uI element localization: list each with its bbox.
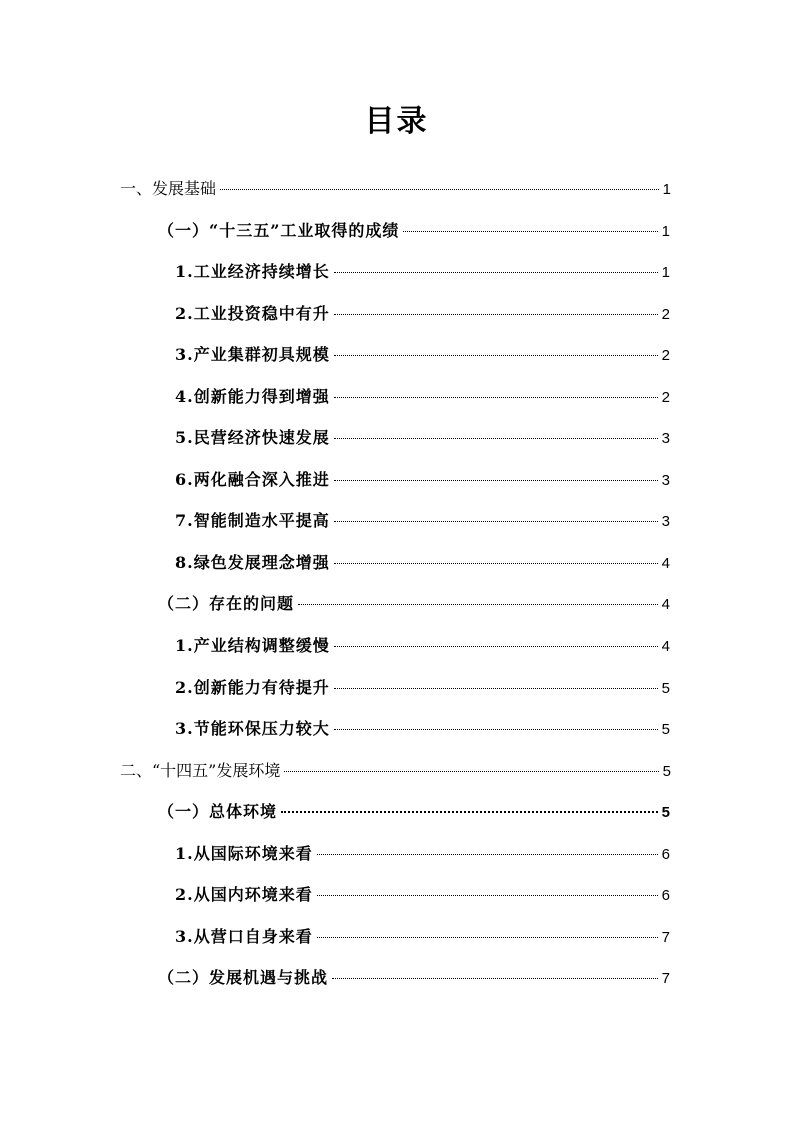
toc-entry[interactable]	[175, 882, 671, 908]
toc-page-number: 1	[661, 223, 671, 240]
toc-entry-label: 2.从国内环境来看	[175, 885, 313, 904]
toc-entry-label: （一）总体环境	[158, 802, 278, 821]
toc-entry-label: 1.产业结构调整缓慢	[175, 636, 330, 655]
toc-dot-leader	[334, 480, 658, 481]
toc-entry-label: 3.产业集群初具规模	[175, 345, 330, 364]
toc-entry-label: （二）发展机遇与挑战	[158, 968, 329, 987]
toc-entry-label: 二、“十四五”发展环境	[120, 761, 281, 780]
toc-dot-leader	[334, 397, 658, 398]
toc-page-number: 4	[661, 638, 671, 655]
toc-page-number: 6	[661, 846, 671, 863]
toc-dot-leader	[403, 231, 657, 232]
toc-entry-label: 一、发展基础	[120, 179, 217, 198]
toc-entry[interactable]	[120, 758, 671, 784]
toc-entry[interactable]	[158, 591, 671, 617]
toc-entry[interactable]	[120, 176, 671, 202]
toc-dot-leader	[332, 978, 658, 979]
toc-page-number: 3	[661, 513, 671, 530]
toc-dot-leader	[220, 189, 659, 190]
toc-entry[interactable]	[175, 508, 671, 534]
toc-page-number: 7	[661, 970, 671, 987]
toc-entry[interactable]	[175, 675, 671, 701]
toc-dot-leader	[334, 646, 658, 647]
toc-page-number: 1	[661, 264, 671, 281]
toc-dot-leader	[334, 272, 658, 273]
toc-page-number: 6	[661, 887, 671, 904]
toc-dot-leader	[281, 811, 658, 813]
toc-entry-label: （二）存在的问题	[158, 594, 295, 613]
toc-entry-label: 5.民营经济快速发展	[175, 428, 330, 447]
page-title: 目录	[364, 104, 429, 139]
toc-entry[interactable]	[158, 799, 671, 825]
toc-dot-leader	[317, 854, 658, 855]
toc-page-number: 3	[661, 430, 671, 447]
toc-dot-leader	[334, 521, 658, 522]
toc-entry[interactable]	[175, 550, 671, 576]
toc-dot-leader	[298, 604, 658, 605]
toc-dot-leader	[334, 355, 658, 356]
toc-page-number: 5	[661, 804, 671, 821]
toc-entry-label: 6.两化融合深入推进	[175, 470, 330, 489]
toc-entry-label: 2.工业投资稳中有升	[175, 304, 330, 323]
toc-entry[interactable]	[158, 965, 671, 991]
toc-dot-leader	[334, 314, 658, 315]
toc-entry[interactable]	[175, 301, 671, 327]
toc-page-number: 5	[661, 721, 671, 738]
toc-page-number: 2	[661, 389, 671, 406]
toc-page-number: 4	[661, 555, 671, 572]
toc-entry[interactable]	[175, 716, 671, 742]
toc-page-number: 2	[661, 306, 671, 323]
toc-entry-label: 1.从国际环境来看	[175, 844, 313, 863]
toc-page-number: 1	[662, 181, 671, 198]
toc-dot-leader	[317, 937, 658, 938]
toc-entry-label: 7.智能制造水平提高	[175, 511, 330, 530]
toc-entry[interactable]	[158, 218, 671, 244]
toc-page-number: 4	[661, 596, 671, 613]
toc-dot-leader	[334, 438, 658, 439]
toc-page-number: 5	[661, 680, 671, 697]
toc-dot-leader	[334, 563, 658, 564]
toc-page-number: 3	[661, 472, 671, 489]
toc-dot-leader	[284, 771, 658, 772]
toc-entry[interactable]	[175, 924, 671, 950]
toc-entry-label: 3.从营口自身来看	[175, 927, 313, 946]
toc-entry-label: 4.创新能力得到增强	[175, 387, 330, 406]
toc-entry[interactable]	[175, 384, 671, 410]
toc-entry[interactable]	[175, 633, 671, 659]
toc-entry[interactable]	[175, 425, 671, 451]
toc-entry-label: 2.创新能力有待提升	[175, 678, 330, 697]
toc-page-number: 2	[661, 347, 671, 364]
toc-entry-label: 3.节能环保压力较大	[175, 719, 330, 738]
toc-entry[interactable]	[175, 841, 671, 867]
toc-page-number: 5	[662, 763, 671, 780]
toc-page-number: 7	[661, 929, 671, 946]
toc-entry[interactable]	[175, 259, 671, 285]
toc-dot-leader	[334, 729, 658, 730]
toc-entry-label: （一）“十三五”工业取得的成绩	[158, 221, 400, 240]
toc-dot-leader	[317, 895, 658, 896]
toc-entry[interactable]	[175, 342, 671, 368]
toc-entry[interactable]	[175, 467, 671, 493]
toc-dot-leader	[334, 688, 658, 689]
toc-entry-label: 1.工业经济持续增长	[175, 262, 330, 281]
toc-entry-label: 8.绿色发展理念增强	[175, 553, 330, 572]
